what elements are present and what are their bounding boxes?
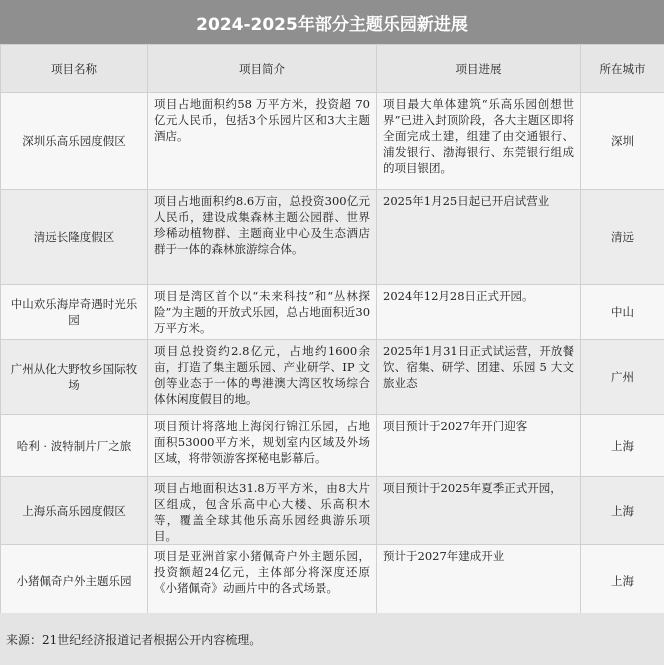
project-desc: 项目占地面积约8.6万亩，总投资300亿元人民币，建设成集森林主题公园群、世界珍稀动植物群、主题商业中心及生态酒店群于一体的森林旅游综合体。 — [148, 190, 377, 285]
header-desc: 项目简介 — [148, 45, 377, 93]
project-desc: 项目是湾区首个以“未来科技”和“丛林探险”为主题的开放式乐园，总占地面积近30万平方米。 — [148, 285, 377, 340]
project-name: 上海乐高乐园度假区 — [1, 477, 148, 545]
table-row — [1, 415, 664, 477]
project-name: 哈利 · 波特制片厂之旅 — [1, 415, 148, 477]
project-progress: 预计于2027年建成开业 — [377, 545, 581, 617]
table-row — [1, 93, 664, 190]
project-city: 广州 — [581, 340, 664, 415]
project-city: 中山 — [581, 285, 664, 340]
table-header-row — [1, 45, 664, 93]
project-name: 中山欢乐海岸奇遇时光乐园 — [1, 285, 148, 340]
project-city: 上海 — [581, 415, 664, 477]
table-row — [1, 285, 664, 340]
header-progress: 项目进展 — [377, 45, 581, 93]
header-city: 所在城市 — [581, 45, 664, 93]
project-desc: 项目占地面积约58 万平方米，投资超 70 亿元人民币，包括3个乐园片区和3大主题酒店。 — [148, 93, 377, 190]
project-progress: 2025年1月31日正式试运营，开放餐饮、宿集、研学、团建、乐园 5 大文旅业态 — [377, 340, 581, 415]
projects-table — [0, 44, 664, 617]
project-city: 上海 — [581, 545, 664, 617]
header-name: 项目名称 — [1, 45, 148, 93]
project-name: 广州从化大野牧乡国际牧场 — [1, 340, 148, 415]
table-row — [1, 340, 664, 415]
project-desc: 项目预计将落地上海闵行锦江乐园，占地面积53000平方米，规划室内区域及外场区域，将带领游客探秘电影幕后。 — [148, 415, 377, 477]
project-progress: 项目最大单体建筑“乐高乐园创想世界”已进入封顶阶段，各大主题区即将全面完成土建，组建了由交通银行、浦发银行、渤海银行、东莞银行组成的项目银团。 — [377, 93, 581, 190]
project-city: 清远 — [581, 190, 664, 285]
project-name: 深圳乐高乐园度假区 — [1, 93, 148, 190]
project-desc: 项目是亚洲首家小猪佩奇户外主题乐园，投资额超24亿元，主体部分将深度还原《小猪佩奇》动画片中的各式场景。 — [148, 545, 377, 617]
project-city: 深圳 — [581, 93, 664, 190]
table-row — [1, 477, 664, 545]
project-progress: 项目预计于2027年开门迎客 — [377, 415, 581, 477]
table-row — [1, 190, 664, 285]
project-progress: 2025年1月25日起已开启试营业 — [377, 190, 581, 285]
project-city: 上海 — [581, 477, 664, 545]
project-name: 清远长隆度假区 — [1, 190, 148, 285]
project-progress: 项目预计于2025年夏季正式开园， — [377, 477, 581, 545]
project-name: 小猪佩奇户外主题乐园 — [1, 545, 148, 617]
table-title: 2024-2025年部分主题乐园新进展 — [0, 0, 664, 44]
project-desc: 项目占地面积达31.8万平方米，由8大片区组成，包含乐高中心大楼、乐高积木等，覆盖全球其他乐高乐园经典游乐项目。 — [148, 477, 377, 545]
table-row — [1, 545, 664, 617]
project-progress: 2024年12月28日正式开园。 — [377, 285, 581, 340]
project-desc: 项目总投资约2.8亿元，占地约1600余亩，打造了集主题乐园、产业研学、IP 文创等业态于一体的粤港澳大湾区牧场综合体休闲度假目的地。 — [148, 340, 377, 415]
source-note: 来源：21世纪经济报道记者根据公开内容梳理。 — [0, 613, 664, 665]
